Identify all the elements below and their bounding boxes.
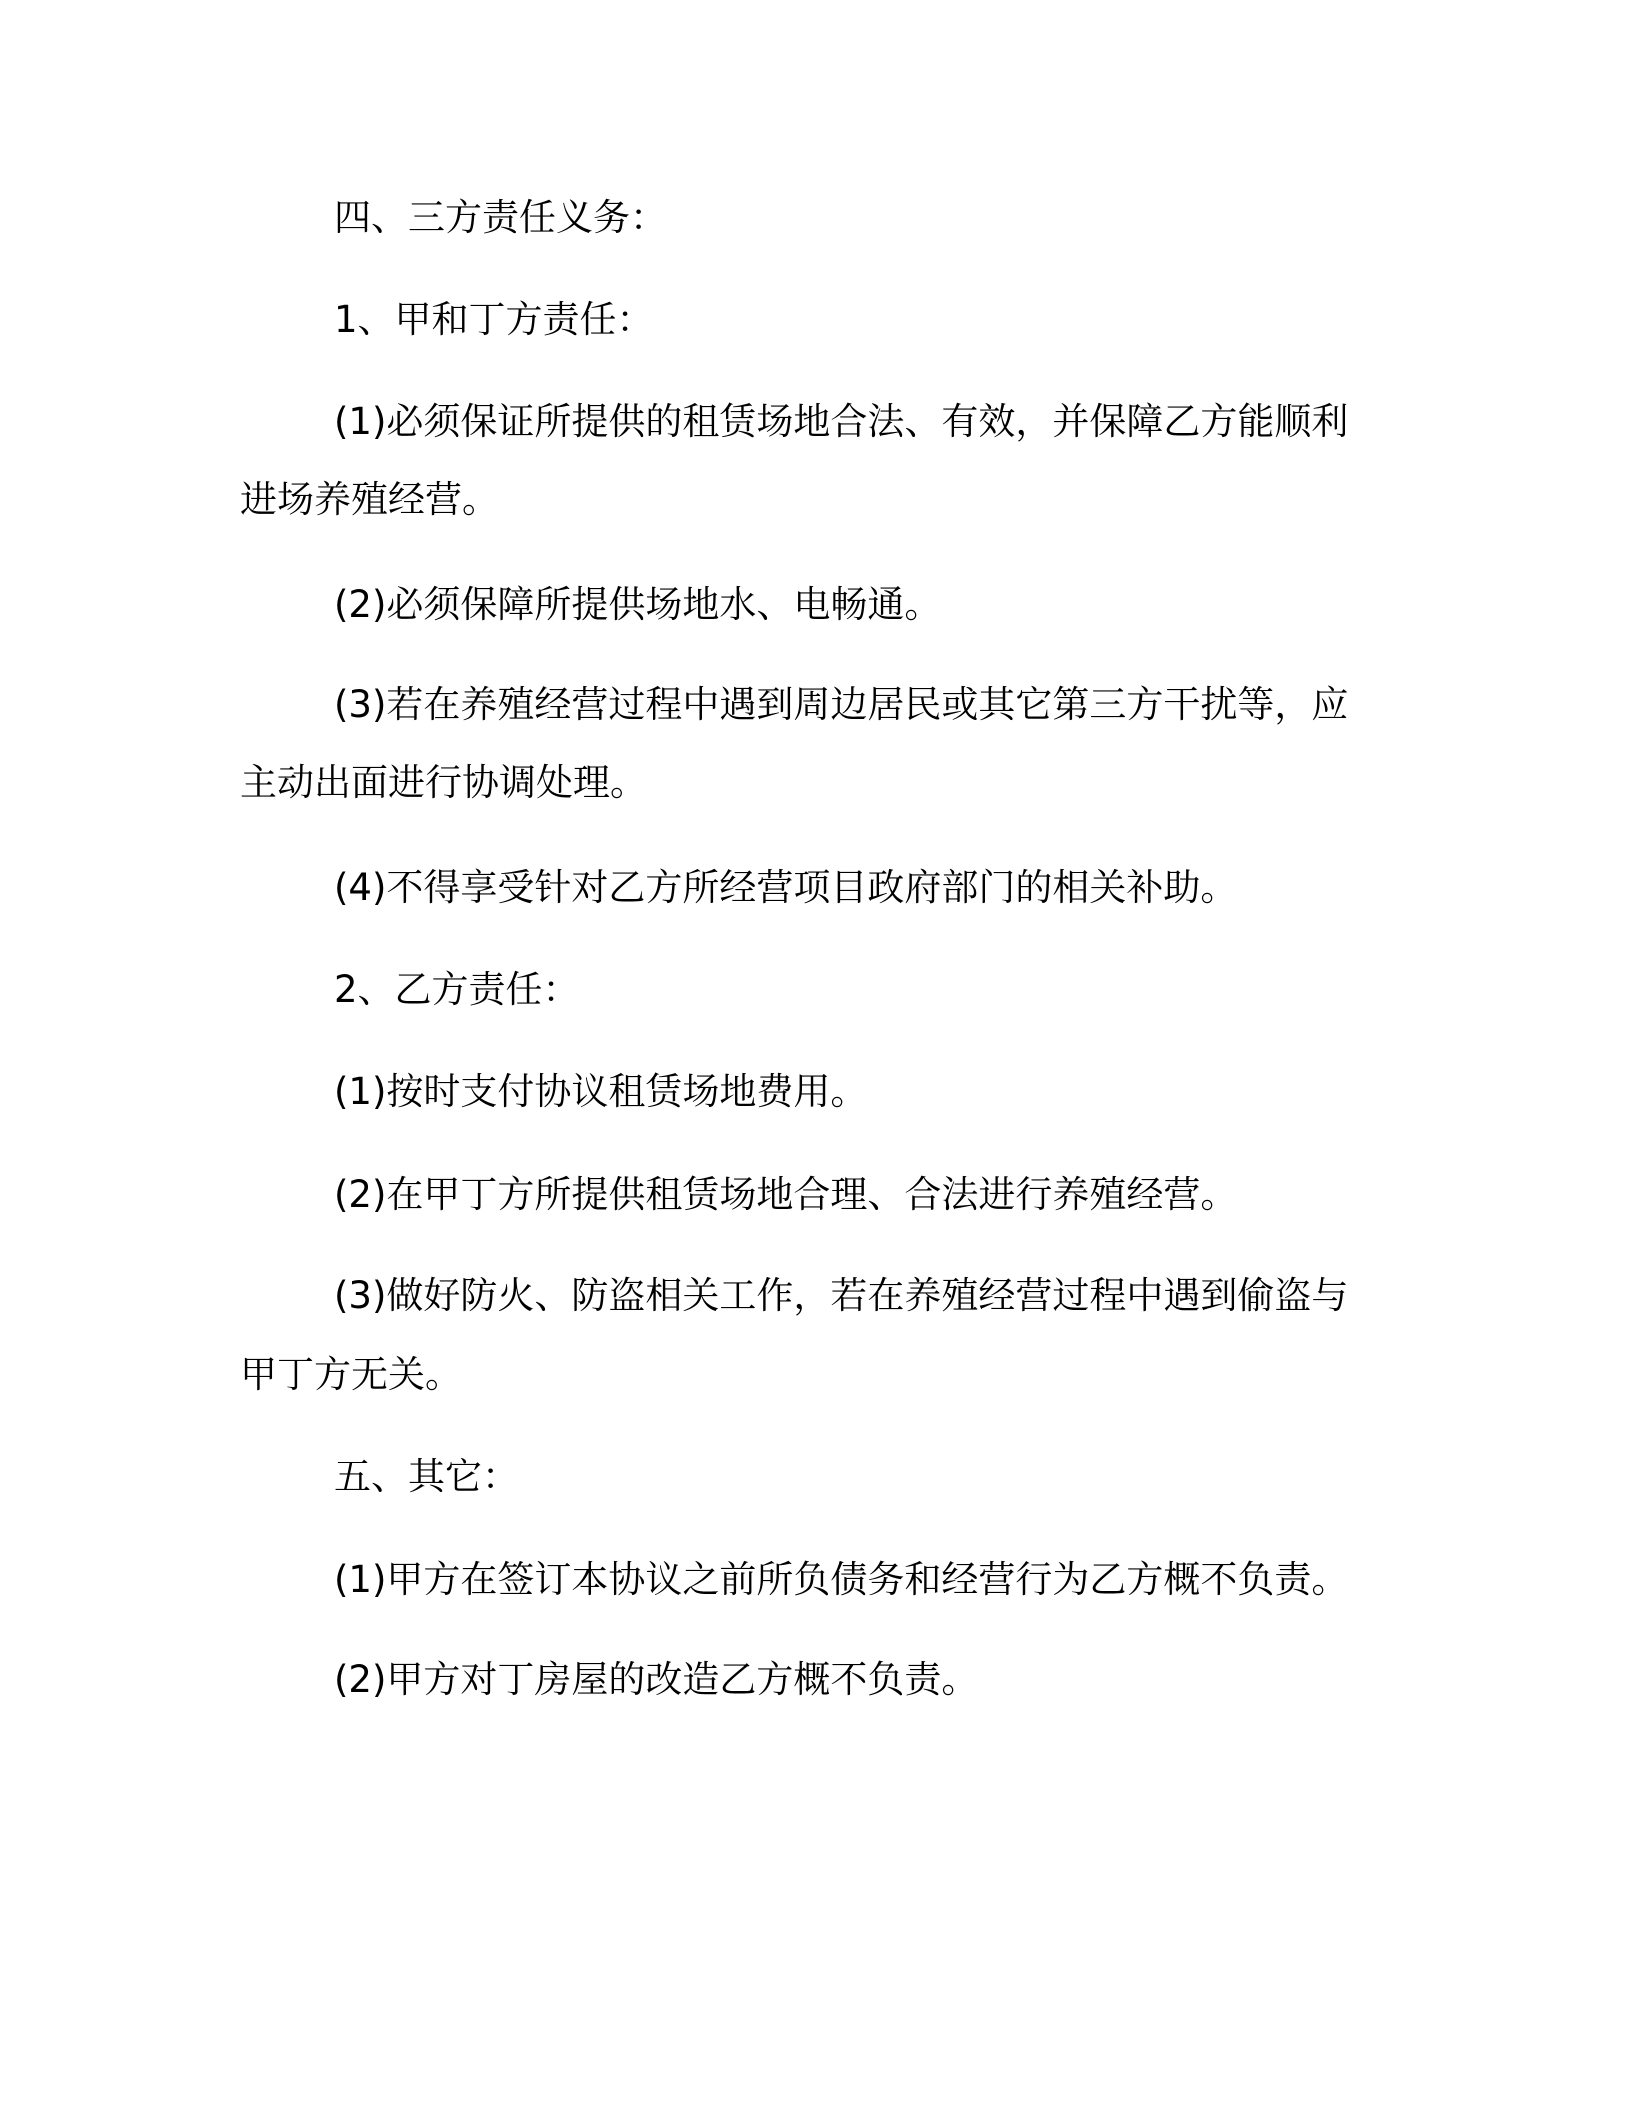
clause-other-1: (1)甲方在签订本协议之前所负债务和经营行为乙方概不负责。	[334, 1558, 1349, 1601]
clause-a-1-line1: (1)必须保证所提供的租赁场地合法、有效，并保障乙方能顺利	[334, 400, 1349, 443]
clause-a-3-line2: 主动出面进行协调处理。	[240, 761, 647, 804]
clause-a-2: (2)必须保障所提供场地水、电畅通。	[334, 583, 942, 626]
clause-b-1: (1)按时支付协议租赁场地费用。	[334, 1070, 868, 1113]
subsection-heading-party-b: 2、乙方责任：	[334, 968, 580, 1011]
section-heading-four: 四、三方责任义务：	[334, 196, 667, 239]
clause-b-2: (2)在甲丁方所提供租赁场地合理、合法进行养殖经营。	[334, 1173, 1238, 1216]
clause-a-1-line2: 进场养殖经营。	[240, 478, 499, 521]
clause-b-3-line1: (3)做好防火、防盗相关工作，若在养殖经营过程中遇到偷盗与	[334, 1274, 1349, 1317]
clause-b-3-line2: 甲丁方无关。	[240, 1353, 462, 1396]
clause-a-3-line1: (3)若在养殖经营过程中遇到周边居民或其它第三方干扰等，应	[334, 683, 1349, 726]
clause-a-4: (4)不得享受针对乙方所经营项目政府部门的相关补助。	[334, 866, 1238, 909]
clause-other-2: (2)甲方对丁房屋的改造乙方概不负责。	[334, 1658, 979, 1701]
section-heading-five: 五、其它：	[334, 1455, 519, 1498]
subsection-heading-party-a-d: 1、甲和丁方责任：	[334, 298, 654, 341]
